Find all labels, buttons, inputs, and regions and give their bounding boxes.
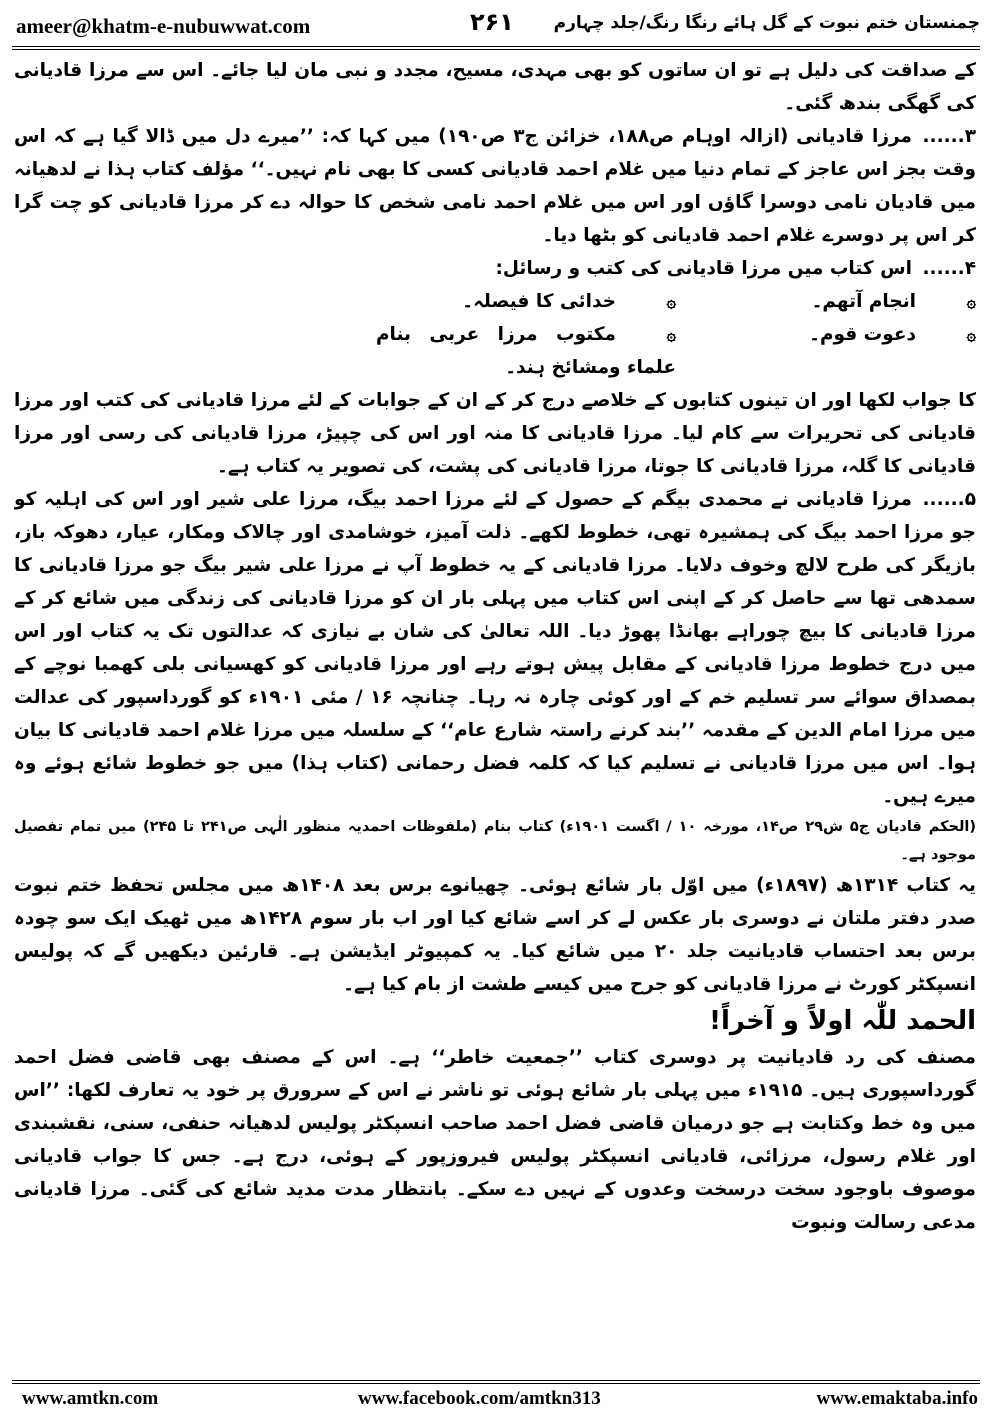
paragraph-1: کے صداقت کی دلیل ہے تو ان ساتوں کو بھی مہدی، مسیح، مجدد و نبی مان لیا جائے۔ اس سے مرزا قادیانی کی گھگی بندھ گئی۔: [14, 60, 976, 114]
page-number: ۲۶۱: [470, 8, 514, 36]
flower-bullet-icon: ۞: [966, 325, 976, 344]
book-item: ۞انجام آتھم۔: [676, 285, 976, 318]
item-number-5: ۵......: [922, 489, 976, 510]
header-email: ameer@khatm-e-nubuwwat.com: [16, 14, 311, 38]
item-number-3: ۳......: [922, 126, 976, 147]
footer-link-emaktaba[interactable]: www.emaktaba.info: [816, 1388, 978, 1409]
flower-bullet-icon: ۞: [666, 325, 676, 344]
footer-divider: [12, 1380, 980, 1384]
praise-heading: الحمد للّٰہ اولاً و آخراً!: [709, 1006, 976, 1036]
flower-bullet-icon: ۞: [966, 292, 976, 311]
item-number-4: ۴......: [922, 258, 976, 279]
paragraph-second-book: مصنف کی رد قادیانیت پر دوسری کتاب ’’جمعیت خاطر‘‘ ہے۔ اس کے مصنف بھی قاضی فضل احمد گورداسپوری ہیں۔ ۱۹۱۵ء میں پہلی بار شائع ہوئی تو ناشر نے اس کے سرورق پر خود یہ تعارف لکھا: ’’اس میں وہ خط وکتابت ہے جو درمیان قاضی فضل احمد صاحب انسپکٹر پولیس لدھیانہ حنفی، سنی، نقشبندی اور غلام رسول، مرزائی، قادیانی انسپکٹر پولیس فیروزپور کے ہوئی، درج ہے۔ جس کا جواب قادیانی موصوف باوجود سخت درسخت وعدوں کے نہیں دے سکے۔ بانتظار مدت مدید شائع کی گئی۔ مرزا قادیانی مدعی رسالت ونبوت: [14, 1047, 976, 1233]
paragraph-answer: کا جواب لکھا اور ان تینوں کتابوں کے خلاصے درج کر کے ان کے جوابات کے لئے مرزا قادیانی کی کتب اور مرزا قادیانی کی تحریرات سے کام لیا۔ مرزا قادیانی کا منہ اور اس کی چپیڑ، مرزا قادیانی کی رسی اور مرزا قادیانی کا گلہ، مرزا قادیانی کا جوتا، مرزا قادیانی کی پشت، کی تصویر یہ کتاب ہے۔: [14, 390, 976, 477]
book-item: ۞مکتوب مرزا عربی بنام علماء ومشائخ ہند۔: [376, 318, 676, 384]
header-divider: [12, 46, 980, 50]
book-item: ۞دعوت قوم۔: [676, 318, 976, 384]
paragraph-4: [14, 252, 976, 285]
footer-link-amtkn[interactable]: www.amtkn.com: [22, 1388, 159, 1409]
reference-citation: (الحکم قادیان ج۵ ش۲۹ ص۱۴، مورخہ ۱۰ / اگست ۱۹۰۱ء) کتاب بنام (ملفوظات احمدیہ منظور الٰہی ص۲۴۱ تا ۲۴۵) میں تمام تفصیل موجود ہے۔: [14, 819, 976, 863]
page-body: [14, 54, 976, 1376]
books-list: [376, 285, 976, 384]
book-item: ۞خدائی کا فیصلہ۔: [376, 285, 676, 318]
paragraph-5-text: مرزا قادیانی نے محمدی بیگم کے حصول کے لئے مرزا احمد بیگ، مرزا علی شیر اور اس کی اہلیہ کو جو مرزا احمد بیگ کی ہمشیرہ تھی، خطوط لکھے۔ ذلت آمیز، خوشامدی اور چالاک ومکار، عیار، دھوکہ باز، بازیگر کی طرح لالچ وخوف دلایا۔ مرزا قادیانی کے یہ خطوط آپ نے مرزا علی شیر بیگ جو مرزا قادیانی کا سمدھی تھا سے حاصل کر کے اپنی اس کتاب میں پہلی بار ان کو مرزا قادیانی کی زندگی میں شائع کر کے مرزا قادیانی کا بیچ چوراہے بھانڈا پھوڑ دیا۔ اللہ تعالیٰ کی شان بے نیازی کہ عدالتوں تک یہ کتاب اور اس میں درج خطوط مرزا قادیانی کے مقابل پیش ہوتے رہے اور مرزا قادیانی کو کھسیانی بلی کھمبا نوچے کے بمصداق سوائے سر تسلیم خم کے اور کوئی چارہ نہ رہا۔ چنانچہ ۱۶ / مئی ۱۹۰۱ء کو گورداسپور کی عدالت میں مرزا امام الدین کے مقدمہ ’’بند کرنے راستہ شارع عام‘‘ کے سلسلہ میں مرزا غلام احمد قادیانی کا بیان ہوا۔ اس میں مرزا قادیانی نے تسلیم کیا کہ کلمہ فضل رحمانی (کتاب ہذا) میں جو خطوط شائع ہوئے وہ میرے ہیں۔: [14, 489, 976, 807]
footer-link-facebook[interactable]: www.facebook.com/amtkn313: [358, 1388, 601, 1409]
paragraph-publication: یہ کتاب ۱۳۱۴ھ (۱۸۹۷ء) میں اوّل بار شائع ہوئی۔ چھیانوے برس بعد ۱۴۰۸ھ میں مجلس تحفظ ختم نبوت صدر دفتر ملتان نے دوسری بار عکس لے کر اسے شائع کیا اور اب بار سوم ۱۴۲۸ھ میں ٹھیک ایک سو چودہ برس بعد احتساب قادیانیت جلد ۲۰ میں شائع کیا۔ یہ کمپیوٹر ایڈیشن ہے۔ قارئین دیکھیں گے کہ پولیس انسپکٹر کورٹ نے مرزا قادیانی کو جرح میں کیسے طشت از بام کیا ہے۔: [14, 875, 976, 995]
paragraph-4-text: اس کتاب میں مرزا قادیانی کی کتب و رسائل:: [495, 258, 912, 279]
flower-bullet-icon: ۞: [666, 292, 676, 311]
paragraph-3-text: مرزا قادیانی (ازالہ اوہام ص۱۸۸، خزائن ج۳ ص۱۹۰) میں کہا کہ: ’’میرے دل میں ڈالا گیا ہے کہ اس وقت بجز اس عاجز کے تمام دنیا میں غلام احمد قادیانی کسی کا بھی نام نہیں۔‘‘ مؤلف کتاب ہذا نے لدھیانہ میں قادیان نامی دوسرا گاؤں اور اس میں غلام احمد نامی شخص کا حوالہ دے کر مرزا قادیانی کو چت گرا کر اس پر دوسرے غلام احمد قادیانی کو بٹھا دیا۔: [14, 126, 976, 246]
paragraph-3: [14, 120, 976, 252]
paragraph-5: [14, 483, 976, 813]
book-title: چمنستان ختم نبوت کے گل ہائے رنگا رنگ/جلد چہارم: [553, 13, 980, 33]
